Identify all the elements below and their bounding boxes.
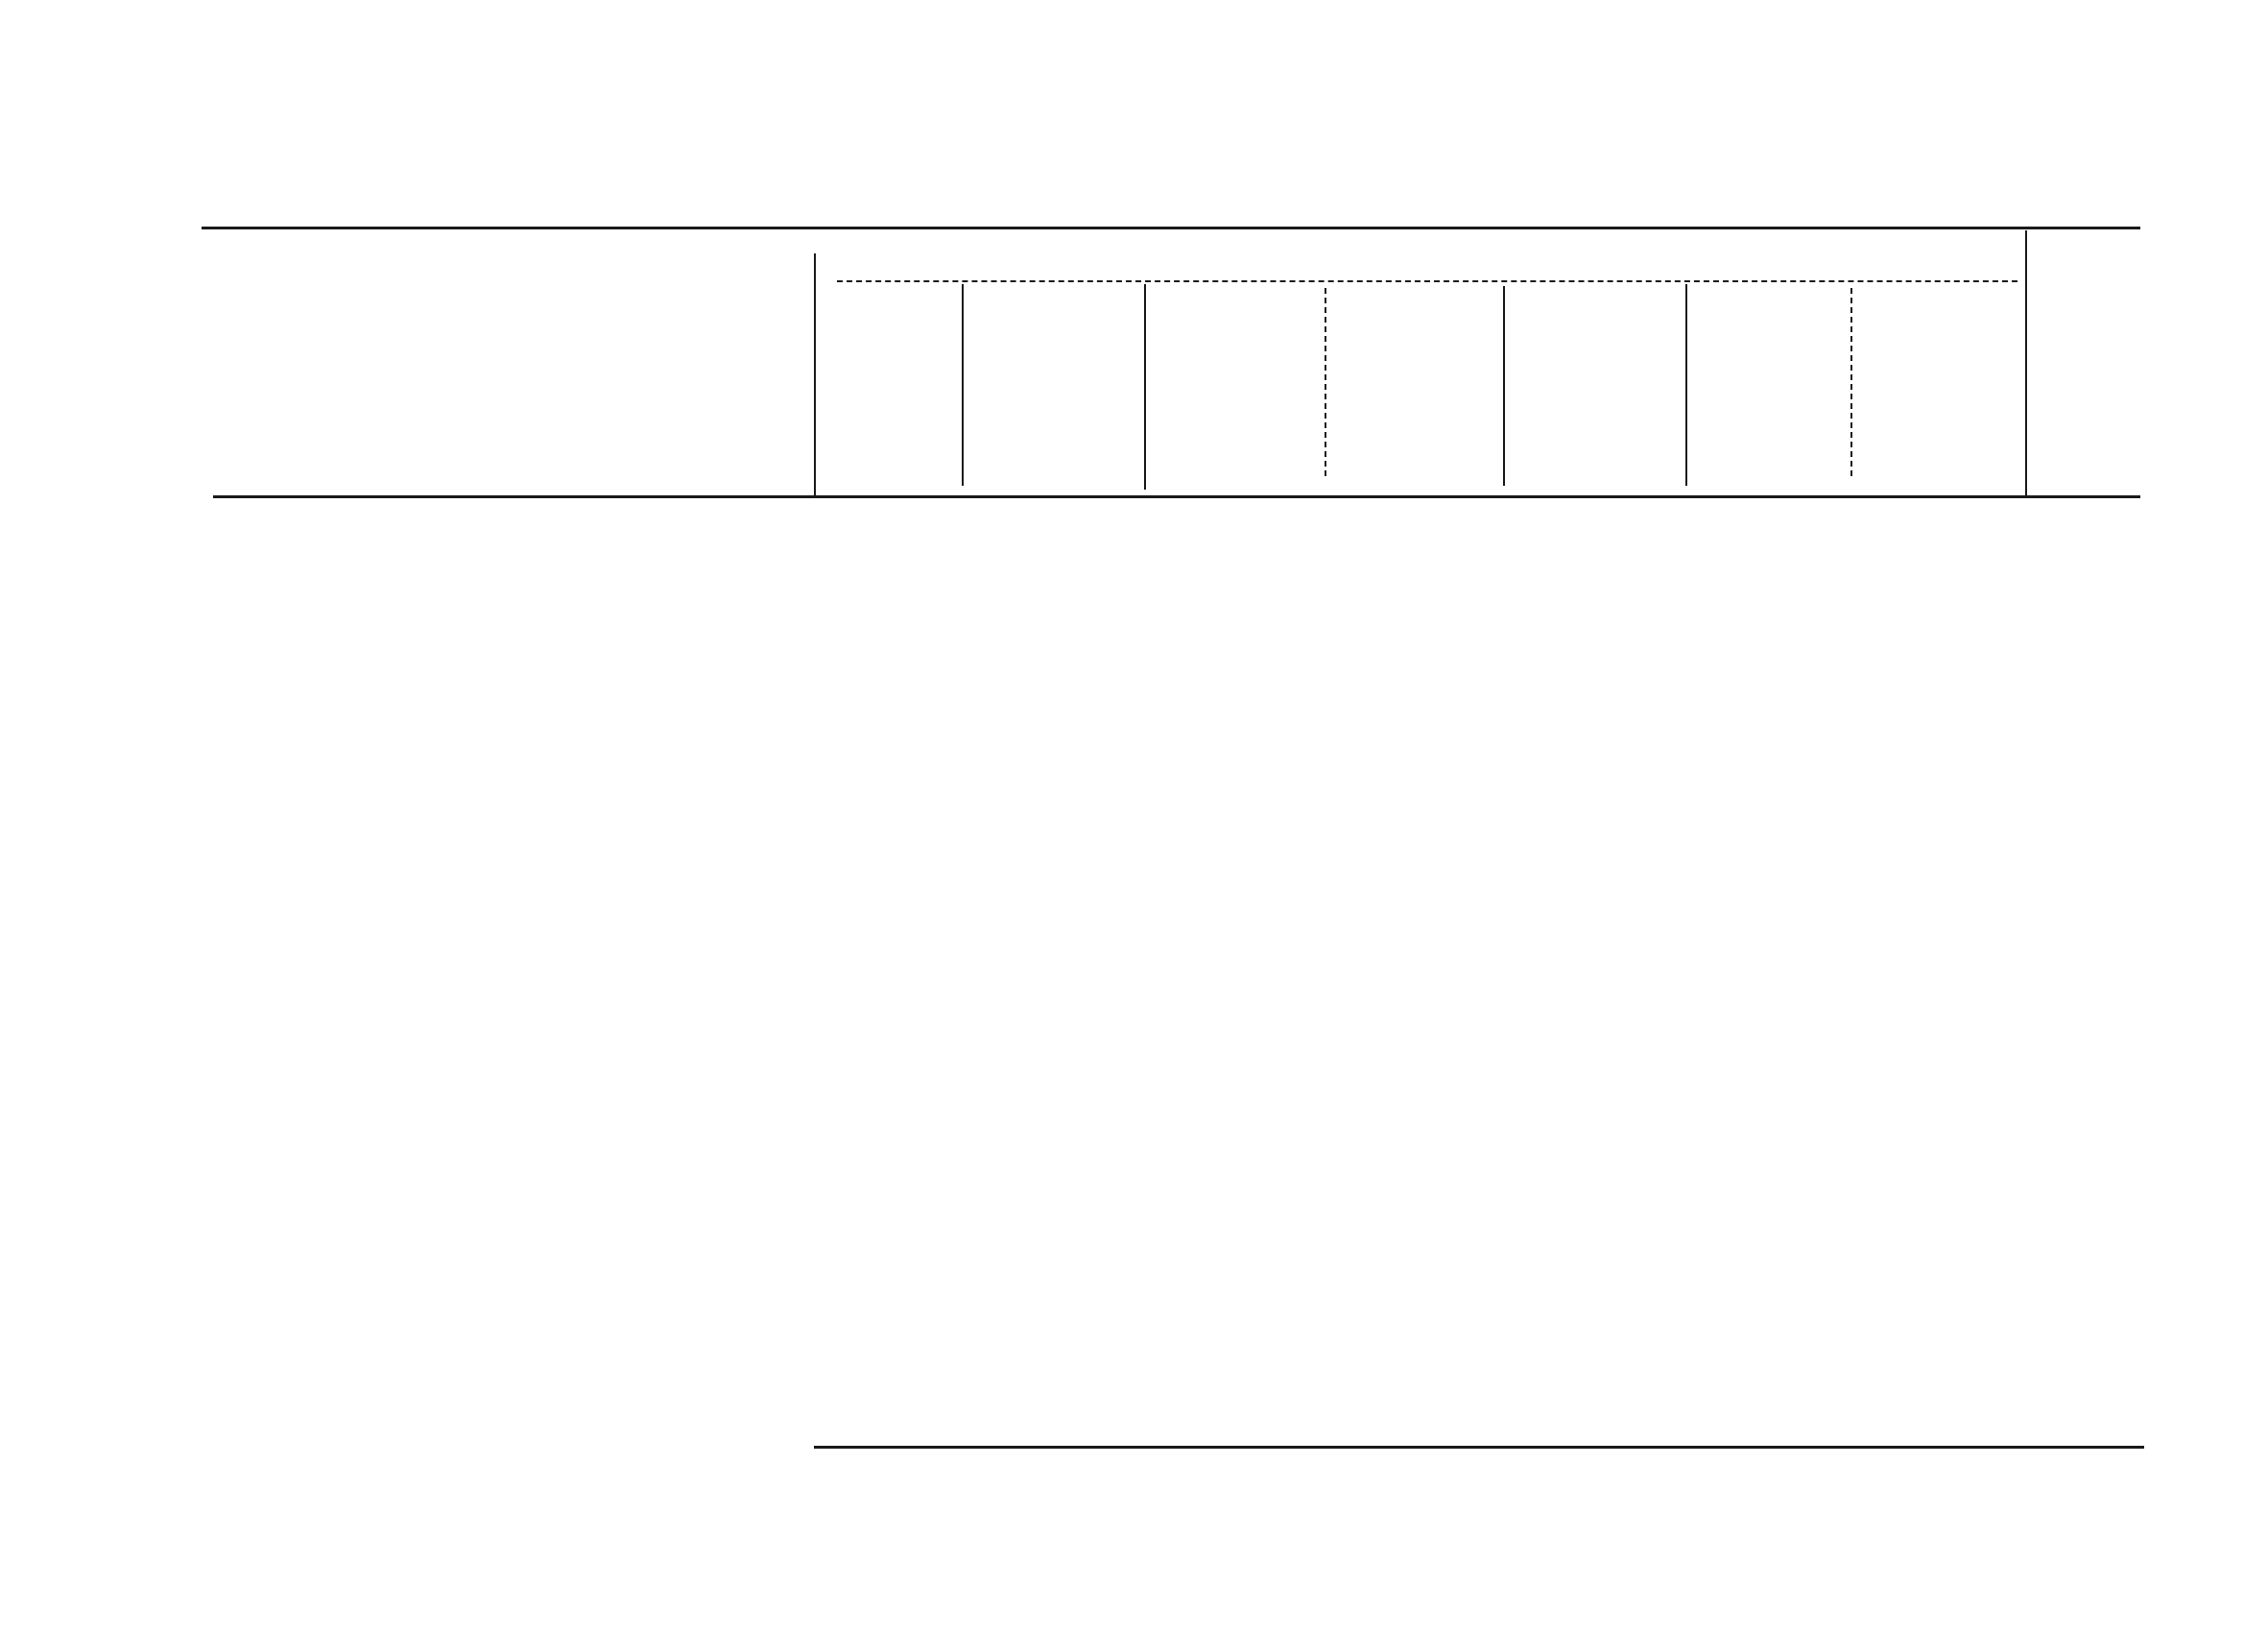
col-divider	[1850, 288, 1852, 476]
col-divider	[1144, 284, 1146, 490]
top-rule	[202, 227, 2140, 229]
col-divider	[1685, 284, 1687, 486]
col-divider	[1503, 286, 1505, 486]
stub-divider	[814, 253, 816, 495]
number-col-divider	[2025, 230, 2027, 495]
col-divider	[1325, 288, 1326, 476]
col-divider	[962, 284, 964, 486]
header-bottom-rule	[213, 495, 2140, 498]
footer-rule	[814, 1446, 2144, 1449]
group-rule	[837, 280, 2017, 282]
